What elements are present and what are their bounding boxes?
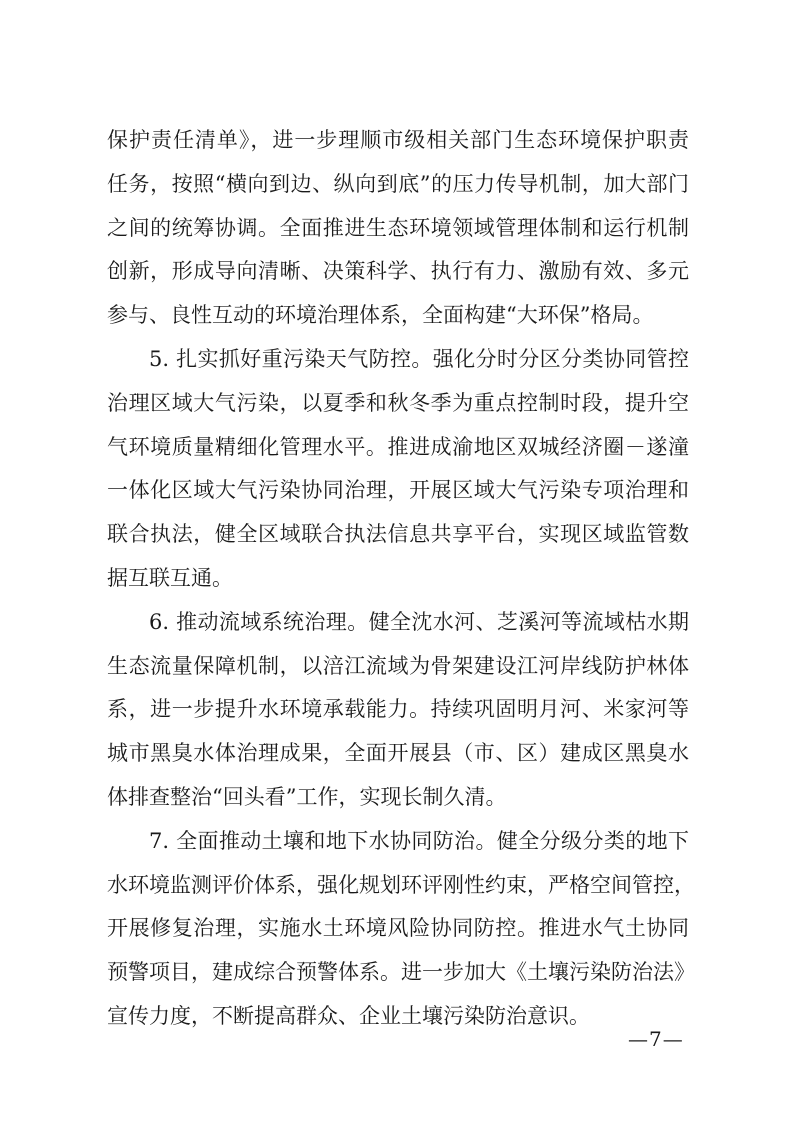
paragraph-line: 创新，形成导向清晰、决策科学、执行有力、激励有效、多元: [107, 259, 689, 284]
paragraph-line: 参与、良性互动的环境治理体系，全面构建“大环保”格局。: [107, 303, 654, 328]
page-number: —7—: [628, 1027, 684, 1051]
paragraph-line: 一体化区域大气污染协同治理，开展区域大气污染专项治理和: [107, 478, 689, 503]
paragraph-line: 5. 扎实抓好重污染天气防控。强化分时分区分类协同管控: [149, 346, 689, 371]
paragraph-line: 之间的统筹协调。全面推进生态环境领域管理体制和运行机制: [107, 215, 689, 240]
paragraph-line: 联合执法，健全区域联合执法信息共享平台，实现区域监管数: [107, 522, 689, 547]
paragraph-line: 城市黑臭水体治理成果，全面开展县（市、区）建成区黑臭水: [107, 741, 689, 766]
paragraph-line: 据互联互通。: [107, 565, 233, 590]
paragraph-line: 气环境质量精细化管理水平。推进成渝地区双城经济圈－遂潼: [107, 434, 689, 459]
paragraph-1: [107, 119, 689, 338]
paragraph-line: 生态流量保障机制，以涪江流域为骨架建设江河岸线防护林体: [107, 653, 689, 678]
paragraph-line: 水环境监测评价体系，强化规划环评刚性约束，严格空间管控，: [107, 872, 695, 897]
paragraph-4: [107, 820, 695, 1039]
paragraph-line: 预警项目，建成综合预警体系。进一步加大《土壤污染防治法》: [107, 960, 695, 985]
paragraph-2: [107, 338, 689, 601]
paragraph-line: 6. 推动流域系统治理。健全沈水河、芝溪河等流域枯水期: [149, 609, 689, 634]
paragraph-line: 保护责任清单》，进一步理顺市级相关部门生态环境保护职责: [107, 128, 689, 152]
paragraph-3: [107, 601, 689, 820]
paragraph-line: 系，进一步提升水环境承载能力。持续巩固明月河、米家河等: [107, 697, 689, 722]
document-body: [107, 119, 695, 1039]
paragraph-line: 开展修复治理，实施水土环境风险协同防控。推进水气土协同: [107, 916, 689, 941]
paragraph-line: 体排查整治“回头看”工作，实现长制久清。: [107, 784, 507, 809]
paragraph-line: 任务，按照“横向到边、纵向到底”的压力传导机制，加大部门: [107, 171, 689, 196]
paragraph-line: 宣传力度，不断提高群众、企业土壤污染防治意识。: [107, 1003, 590, 1028]
paragraph-line: 7. 全面推动土壤和地下水协同防治。健全分级分类的地下: [149, 828, 689, 853]
paragraph-line: 治理区域大气污染，以夏季和秋冬季为重点控制时段，提升空: [107, 390, 689, 415]
